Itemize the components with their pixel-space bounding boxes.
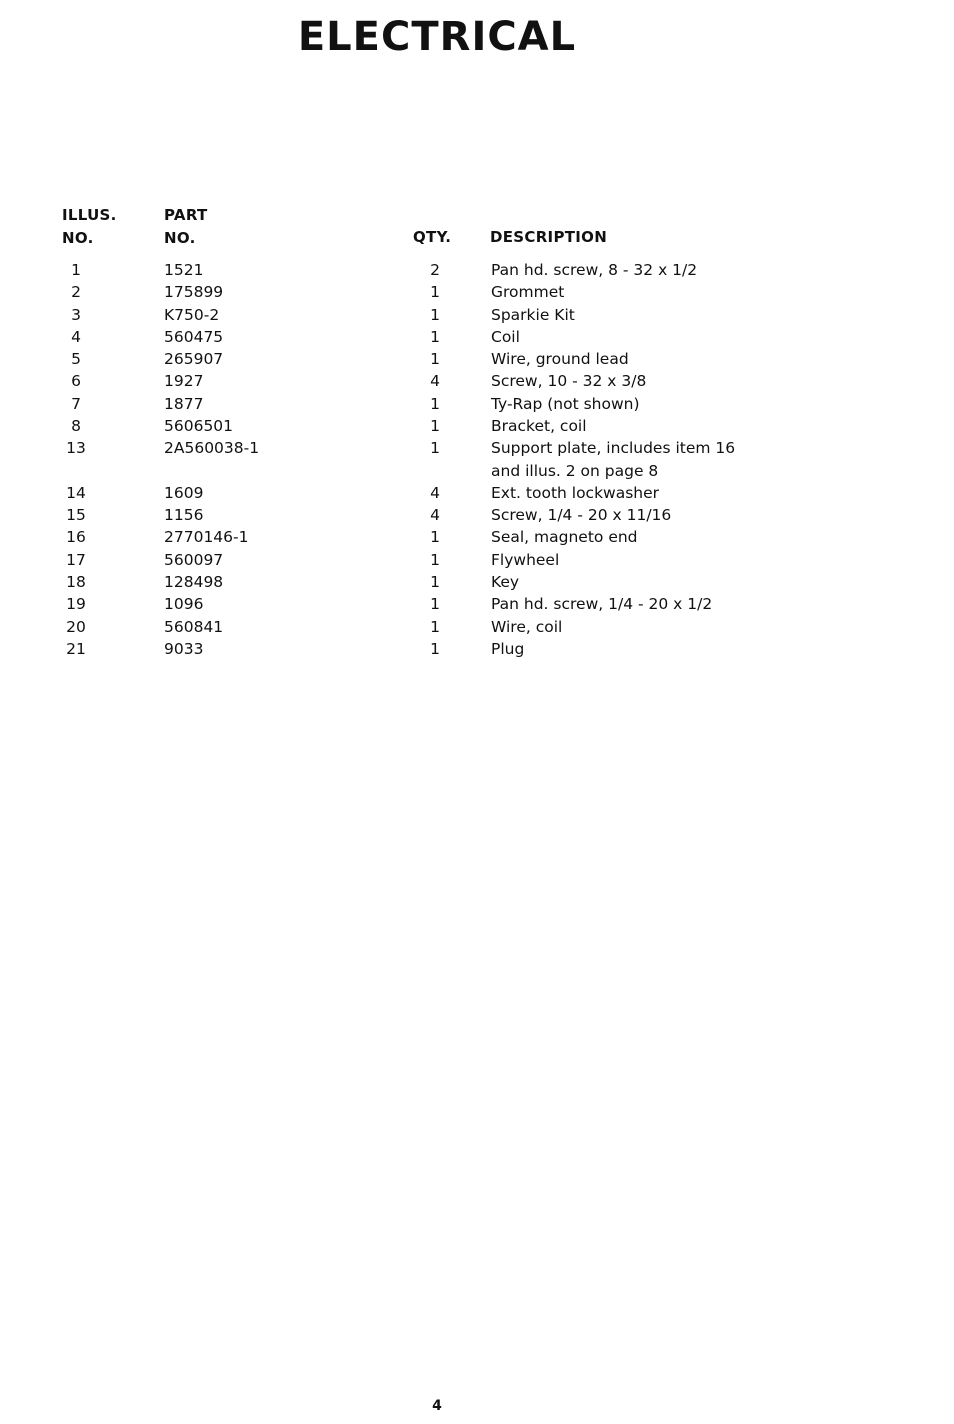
quantity: 1	[430, 639, 440, 658]
description: Key	[491, 573, 520, 592]
quantity: 1	[430, 550, 440, 569]
description: Pan hd. screw, 1/4 - 20 x 1/2	[491, 595, 713, 614]
header-illus-no: ILLUS. NO.	[62, 206, 117, 247]
table-row	[0, 504, 954, 526]
page-title: ELECTRICAL	[297, 14, 577, 60]
quantity: 4	[430, 483, 440, 502]
description: Coil	[491, 327, 520, 346]
part-number: 1096	[164, 595, 204, 614]
part-number: K750-2	[164, 305, 220, 324]
quantity: 1	[430, 573, 440, 592]
table-row	[0, 638, 954, 660]
illus-number: 19	[66, 595, 86, 614]
part-number: 175899	[164, 283, 224, 302]
part-number: 265907	[164, 350, 224, 369]
table-row	[0, 259, 954, 281]
quantity: 1	[430, 439, 440, 458]
illus-number: 3	[71, 305, 81, 324]
quantity: 1	[430, 350, 440, 369]
table-row	[0, 549, 954, 571]
part-number: 1877	[164, 394, 204, 413]
description: Flywheel	[491, 550, 560, 569]
illus-number: 21	[66, 639, 86, 658]
header-part-no: PART NO.	[164, 206, 208, 247]
table-row	[0, 348, 954, 370]
part-number: 2770146-1	[164, 528, 249, 547]
table-row	[0, 415, 954, 437]
parts-table	[0, 259, 954, 660]
part-number: 9033	[164, 639, 204, 658]
part-number: 1521	[164, 261, 204, 279]
table-row	[0, 326, 954, 348]
table-row	[0, 571, 954, 593]
quantity: 2	[430, 261, 440, 279]
description: Ty-Rap (not shown)	[491, 394, 640, 413]
quantity: 1	[430, 283, 440, 302]
table-row	[0, 526, 954, 548]
illus-number: 7	[71, 394, 81, 413]
table-row	[0, 281, 954, 303]
part-number: 128498	[164, 573, 224, 592]
header-description: DESCRIPTION	[490, 228, 608, 246]
description: Bracket, coil	[491, 417, 587, 436]
description: Plug	[491, 639, 525, 658]
illus-number: 8	[71, 417, 81, 436]
description: Support plate, includes item 16 and illus. 2 on page 8	[491, 439, 736, 480]
quantity: 1	[430, 394, 440, 413]
description: Screw, 1/4 - 20 x 11/16	[491, 506, 672, 525]
description: Pan hd. screw, 8 - 32 x 1/2	[491, 261, 698, 279]
illus-number: 15	[66, 506, 86, 525]
description: Sparkie Kit	[491, 305, 575, 324]
illus-number: 1	[71, 261, 81, 279]
quantity: 4	[430, 506, 440, 525]
illus-number: 18	[66, 573, 86, 592]
description: Screw, 10 - 32 x 3/8	[491, 372, 647, 391]
part-number: 1927	[164, 372, 204, 391]
part-number: 560097	[164, 550, 224, 569]
description: Wire, coil	[491, 617, 563, 636]
part-number: 5606501	[164, 417, 234, 436]
table-row	[0, 437, 954, 482]
description: Seal, magneto end	[491, 528, 638, 547]
table-row	[0, 393, 954, 415]
quantity: 1	[430, 595, 440, 614]
quantity: 1	[430, 417, 440, 436]
quantity: 1	[430, 617, 440, 636]
part-number: 2A560038-1	[164, 439, 260, 458]
illus-number: 17	[66, 550, 86, 569]
table-row	[0, 370, 954, 392]
quantity: 1	[430, 528, 440, 547]
illus-number: 16	[66, 528, 86, 547]
part-number: 560841	[164, 617, 224, 636]
description: Grommet	[491, 283, 565, 302]
table-row	[0, 593, 954, 615]
description: Wire, ground lead	[491, 350, 629, 369]
table-row	[0, 304, 954, 326]
part-number: 1156	[164, 506, 204, 525]
part-number: 1609	[164, 483, 204, 502]
illus-number: 4	[71, 327, 81, 346]
illus-number: 13	[66, 439, 86, 458]
quantity: 1	[430, 305, 440, 324]
header-qty: QTY.	[413, 228, 452, 246]
table-row	[0, 482, 954, 504]
quantity: 1	[430, 327, 440, 346]
part-number: 560475	[164, 327, 224, 346]
illus-number: 20	[66, 617, 86, 636]
illus-number: 5	[71, 350, 81, 369]
illus-number: 2	[71, 283, 81, 302]
table-row	[0, 616, 954, 638]
illus-number: 14	[66, 483, 86, 502]
description: Ext. tooth lockwasher	[491, 483, 660, 502]
quantity: 4	[430, 372, 440, 391]
page-number: 4	[432, 1398, 442, 1414]
illus-number: 6	[71, 372, 81, 391]
